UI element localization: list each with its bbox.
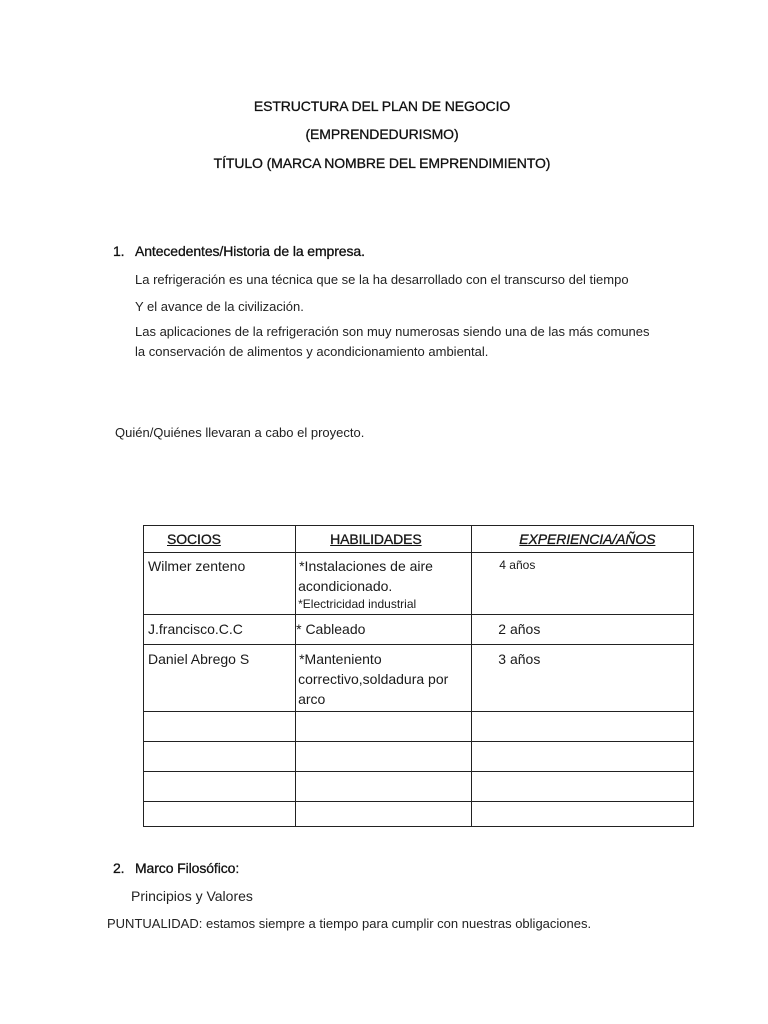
who-text: Quién/Quiénes llevaran a cabo el proyecto. <box>115 425 365 440</box>
header-habilidades: HABILIDADES <box>296 526 472 553</box>
table-cell-empty <box>472 712 694 742</box>
table-cell-socio <box>144 553 296 615</box>
habilidad-line: *Manteniento <box>299 651 382 667</box>
section-2-title: Marco Filosófico: <box>135 860 240 876</box>
habilidad-line: *Electricidad industrial <box>298 597 417 611</box>
habilidad-line: acondicionado. <box>298 578 393 594</box>
table-cell-habilidades <box>296 615 472 645</box>
section-2-subheading: Principios y Valores <box>131 888 253 904</box>
section-1-paragraph-3: Las aplicaciones de la refrigeración son muy numerosas siendo una de las más comunes <box>135 324 650 339</box>
habilidad-line: * Cableado <box>296 621 366 637</box>
table-cell-experiencia <box>472 553 694 615</box>
table-cell-empty <box>144 712 296 742</box>
table-cell-empty <box>144 772 296 802</box>
table-row <box>144 615 694 645</box>
document-title-line-1: ESTRUCTURA DEL PLAN DE NEGOCIO <box>253 98 511 114</box>
table-row-empty <box>144 772 694 802</box>
table-cell-empty <box>472 772 694 802</box>
table-cell-empty <box>472 742 694 772</box>
section-1-number: 1. <box>113 243 125 259</box>
section-1-paragraph-2: Y el avance de la civilización. <box>135 299 304 314</box>
table-cell-empty <box>296 712 472 742</box>
experiencia-value: 3 años <box>498 651 541 667</box>
experiencia-value: 4 años <box>499 558 536 572</box>
header-socios: SOCIOS <box>144 526 296 553</box>
document-title-line-3: TÍTULO (MARCA NOMBRE DEL EMPRENDIMIENTO) <box>213 155 551 171</box>
table-cell-experiencia <box>472 615 694 645</box>
habilidad-line: arco <box>298 691 326 707</box>
table-header-row <box>144 526 694 553</box>
table-row-empty <box>144 712 694 742</box>
table-cell-habilidades <box>296 553 472 615</box>
table-cell-experiencia <box>472 645 694 712</box>
experiencia-value: 2 años <box>498 621 541 637</box>
table-row-empty <box>144 802 694 827</box>
table-cell-empty <box>472 802 694 827</box>
table-cell-habilidades <box>296 645 472 712</box>
table-cell-empty <box>144 742 296 772</box>
section-1-title: Antecedentes/Historia de la empresa. <box>135 243 365 259</box>
socio-name: J.francisco.C.C <box>148 621 243 637</box>
socio-name: Wilmer zenteno <box>148 558 246 574</box>
document-title-line-2: (EMPRENDEDURISMO) <box>305 126 459 142</box>
partners-table <box>143 525 694 827</box>
table-cell-socio <box>144 615 296 645</box>
table-row <box>144 553 694 615</box>
table-row <box>144 645 694 712</box>
table-cell-empty <box>296 802 472 827</box>
header-experiencia: EXPERIENCIA/AÑOS <box>472 526 694 553</box>
table-cell-empty <box>144 802 296 827</box>
habilidad-line: *Instalaciones de aire <box>299 558 433 574</box>
table-cell-empty <box>296 742 472 772</box>
section-2-number: 2. <box>113 860 125 876</box>
section-2-text: PUNTUALIDAD: estamos siempre a tiempo para cumplir con nuestras obligaciones. <box>107 916 592 931</box>
section-2-heading <box>113 860 239 876</box>
table-row-empty <box>144 742 694 772</box>
section-1-paragraph-1: La refrigeración es una técnica que se la ha desarrollado con el transcurso del tiempo <box>135 272 629 287</box>
section-1-heading <box>113 243 365 259</box>
section-1-paragraph-4: la conservación de alimentos y acondicionamiento ambiental. <box>135 344 489 359</box>
table-cell-socio <box>144 645 296 712</box>
habilidad-line: correctivo,soldadura por <box>298 671 449 687</box>
socio-name: Daniel Abrego S <box>148 651 250 667</box>
table-cell-empty <box>296 772 472 802</box>
